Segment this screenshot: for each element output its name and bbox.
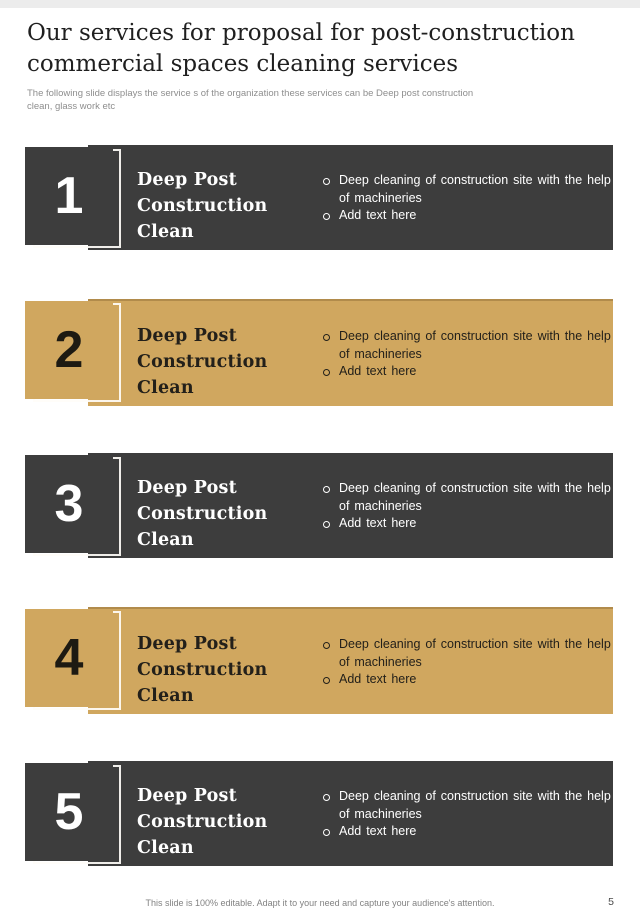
bullet-item [322, 172, 618, 207]
bullet-text: Add text here [339, 824, 417, 838]
bullet-item [322, 363, 618, 381]
bullet-text: Deep cleaning of construction site with the help of machineries [339, 789, 611, 821]
service-title: Deep Post Construction Clean [137, 326, 268, 398]
bullet-text: Add text here [339, 364, 417, 378]
circle-bullet-icon [323, 642, 330, 649]
circle-bullet-icon [323, 521, 330, 528]
circle-bullet-icon [323, 794, 330, 801]
service-number: 5 [54, 783, 84, 841]
service-bullets [322, 788, 618, 841]
bullet-text: Deep cleaning of construction site with the help of machineries [339, 173, 611, 205]
bullet-item [322, 636, 618, 671]
bullet-item [322, 480, 618, 515]
circle-bullet-icon [323, 677, 330, 684]
bullet-item [322, 788, 618, 823]
bullet-text: Deep cleaning of construction site with the help of machineries [339, 637, 611, 669]
service-title: Deep Post Construction Clean [137, 786, 268, 858]
number-box [25, 147, 113, 245]
bullet-text: Deep cleaning of construction site with the help of machineries [339, 481, 611, 513]
bullet-item [322, 823, 618, 841]
service-bar [88, 145, 613, 250]
service-bar [88, 299, 613, 406]
page-subtitle: The following slide displays the service s of the organization these services can be Deep post construction clean, glass work etc [27, 88, 474, 112]
service-title: Deep Post Construction Clean [137, 478, 268, 550]
service-row-3 [0, 453, 640, 558]
number-box [25, 455, 113, 553]
circle-bullet-icon [323, 334, 330, 341]
circle-bullet-icon [323, 486, 330, 493]
bullet-text: Add text here [339, 208, 417, 222]
circle-bullet-icon [323, 213, 330, 220]
service-bullets [322, 480, 618, 533]
service-bullets [322, 636, 618, 689]
bullet-text: Add text here [339, 516, 417, 530]
service-row-5 [0, 761, 640, 866]
page-top-edge [0, 0, 640, 8]
service-number: 3 [54, 475, 84, 533]
service-title: Deep Post Construction Clean [137, 170, 268, 242]
service-number: 2 [54, 321, 84, 379]
footer-note: This slide is 100% editable. Adapt it to your need and capture your audience's attention. [145, 898, 495, 908]
bullet-item [322, 515, 618, 533]
bullet-text: Add text here [339, 672, 417, 686]
circle-bullet-icon [323, 178, 330, 185]
circle-bullet-icon [323, 829, 330, 836]
page-number: 5 [608, 896, 614, 908]
service-bar [88, 607, 613, 714]
circle-bullet-icon [323, 369, 330, 376]
service-number: 1 [54, 167, 84, 225]
number-box [25, 301, 113, 399]
service-bullets [322, 328, 618, 381]
service-title: Deep Post Construction Clean [137, 634, 268, 706]
bullet-item [322, 207, 618, 225]
number-box [25, 609, 113, 707]
number-box [25, 763, 113, 861]
service-row-2 [0, 299, 640, 404]
service-number: 4 [54, 629, 84, 687]
service-row-4 [0, 607, 640, 712]
bullet-item [322, 671, 618, 689]
bullet-item [322, 328, 618, 363]
service-bullets [322, 172, 618, 225]
bullet-text: Deep cleaning of construction site with the help of machineries [339, 329, 611, 361]
service-bar [88, 761, 613, 866]
service-bar [88, 453, 613, 558]
service-row-1 [0, 145, 640, 250]
page-title: Our services for proposal for post-construction commercial spaces cleaning services [27, 20, 575, 77]
